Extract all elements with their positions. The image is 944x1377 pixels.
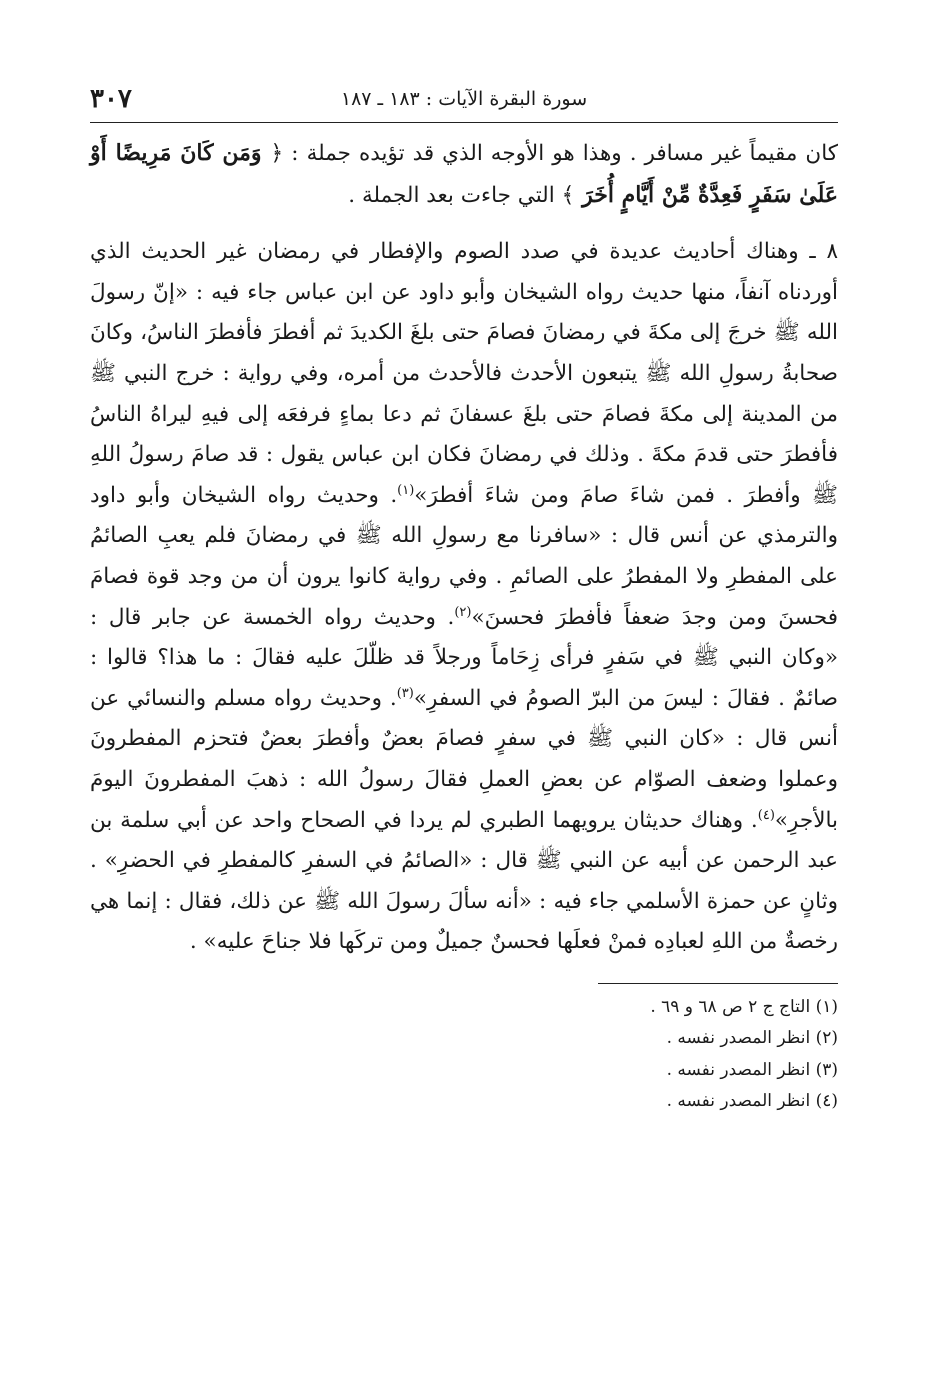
footnote-ref-3[interactable]: (٣): [396, 685, 414, 701]
page-number: ٣٠٧: [90, 84, 132, 114]
footnote-ref-2[interactable]: (٢): [454, 604, 472, 620]
footnote-ref-1[interactable]: (١): [397, 482, 415, 498]
paragraph-segment-4: . وحديث رواه مسلم والنسائي عن أنس قال : «كان النبي ﷺ في سفرٍ فصامَ بعضٌ وأفطرَ بعضٌ فتحزم المفطرونَ وعملوا وضعف الصوّام عن بعضِ العملِ فقالَ رسولُ الله : ذهبَ المفطرونَ اليومَ بالأجرِ»: [90, 685, 838, 833]
paragraph-segment-1: ٨ ـ وهناك أحاديث عديدة في صدد الصوم والإفطار في رمضان غير الحديث الذي أوردناه آنفاً، منها حديث رواه الشيخان وأبو داود عن ابن عباس جاء فيه : «إنّ رسولَ الله ﷺ خرجَ إلى مكةَ في رمضانَ فصامَ حتى بلغَ الكديدَ ثم أفطرَ فأفطرَ الناسُ، وكانَ صحابةُ رسولِ الله ﷺ يتبعون الأحدث فالأحدث من أمره، وفي رواية : خرج النبي ﷺ من المدينة إلى مكةَ فصامَ حتى بلغَ عسفانَ ثم دعا بماءٍ فرفعَه إلى فيهِ ليراهُ الناسُ فأفطرَ حتى قدمَ مكةَ . وذلك في رمضانَ فكان ابن عباس يقول : قد صامَ رسولُ اللهِ ﷺ وأفطرَ . فمن شاءَ صامَ ومن شاءَ أفطرَ»: [90, 239, 838, 508]
book-page: [90, 82, 838, 1118]
paragraph-segment-2: . وحديث رواه الشيخان وأبو داود والترمذي عن أنس قال : «سافرنا مع رسولِ الله ﷺ في رمضانَ فلم يعبِ الصائمُ على المفطرِ ولا المفطرُ على الصائمِ . وفي رواية كانوا يرون أن من وجد قوة فصامَ فحسنَ ومن وجدَ ضعفاً فأفطرَ فحسنَ»: [90, 482, 838, 630]
paragraph-segment-5: . وهناك حديثان يرويهما الطبري لم يردا في الصحاح واحد عن أبي سلمة بن عبد الرحمن عن أبيه عن النبي ﷺ قال : «الصائمُ في السفرِ كالمفطرِ في الحضرِ» . وثانٍ عن حمزة الأسلمي جاء فيه : «أنه سألَ رسولَ الله ﷺ عن ذلك، فقال : إنما هي رخصةٌ من اللهِ لعبادِه فمنْ فعلَها فحسنٌ جميلٌ ومن تركَها فلا جناحَ عليه» .: [90, 807, 838, 955]
intro-text-after: التي جاءت بعد الجملة .: [348, 182, 562, 208]
footnote-4: (٤) انظر المصدر نفسه .: [666, 1091, 838, 1112]
footnote-1: (١) التاج ج ٢ ص ٦٨ و ٦٩ .: [650, 996, 838, 1017]
main-text: [90, 133, 838, 963]
hadith-paragraph: [90, 232, 838, 963]
footnote-3: (٣) انظر المصدر نفسه .: [666, 1059, 838, 1080]
ornate-bracket-open-icon: ﴿: [270, 141, 284, 166]
intro-text-before: كان مقيماً غير مسافر . وهذا هو الأوجه الذي قد تؤيده جملة :: [283, 141, 838, 166]
footnotes: [90, 992, 838, 1118]
footnote-divider: [598, 983, 838, 984]
page-header: [90, 82, 838, 123]
footnote-ref-4[interactable]: (٤): [757, 807, 775, 823]
ornate-bracket-close-icon: ﴾: [561, 182, 575, 208]
quran-verse: وَمَن كَانَ مَرِيضًا أَوْ عَلَىٰ سَفَرٍ فَعِدَّةٌ مِّنْ أَيَّامٍ أُخَرَ: [90, 140, 838, 208]
paragraph-segment-3: . وحديث رواه الخمسة عن جابر قال : «وكان النبي ﷺ في سَفرٍ فرأى زِحَاماً ورجلاً قد ظلّلَ عليه فقالَ : ما هذا؟ قالوا : صائمٌ . فقالَ : ليسَ من البرّ الصومُ في السفرِ»: [90, 604, 838, 711]
running-title: سورة البقرة الآيات : ١٨٣ ـ ١٨٧: [340, 88, 588, 110]
intro-paragraph: [90, 133, 838, 216]
footnote-2: (٢) انظر المصدر نفسه .: [666, 1028, 838, 1049]
